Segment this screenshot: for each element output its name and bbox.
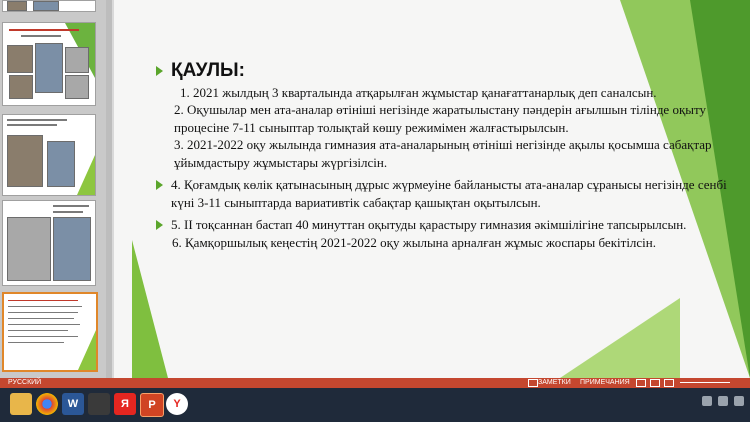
bullet-arrow-icon — [156, 180, 163, 190]
resolution-item-1: 1. 2021 жылдың 3 кварталында атқарылған жұмыстар қанағаттанарлық деп саналсын. — [180, 84, 657, 100]
slide-thumbnail-2[interactable] — [2, 22, 96, 106]
media-icon[interactable] — [88, 393, 110, 415]
reading-view-icon[interactable] — [664, 379, 674, 387]
slide-thumbnail-5-active[interactable] — [2, 292, 98, 372]
battery-icon[interactable] — [734, 396, 744, 406]
notes-icon — [528, 379, 538, 387]
bullet-arrow-icon — [156, 66, 163, 76]
resolution-item-2: 2. Оқушылар мен ата-аналар өтініші негізінде жаратылыстану пәндерін ағылшын тілінде оқыту процесіне 7-11 сыныптар толықтай көшу режимімен жалғастырылсын. — [174, 102, 707, 135]
comments-button[interactable]: ПРИМЕЧАНИЯ — [580, 379, 630, 386]
bottom-green-triangle-decoration — [560, 298, 680, 378]
slide-heading — [156, 62, 740, 80]
resolution-item-4: 4. Қоғамдық көлік қатынасының дұрыс жүрмеуіне байланысты ата-аналар сұранысы негізінде сенбі күні 3-11 сыныптарда вариативтік сабақтар қашықтан оқытылсын. — [171, 177, 727, 210]
resolution-row-4 — [150, 176, 740, 211]
network-icon[interactable] — [702, 396, 712, 406]
status-bar — [0, 378, 750, 388]
slide-thumbnail-pane[interactable] — [0, 0, 106, 378]
slide-text-box[interactable] — [150, 62, 740, 251]
slide-thumbnail-4[interactable] — [2, 200, 96, 286]
heading-text: ҚАУЛЫ: — [171, 60, 245, 81]
resolution-item-3: 3. 2021-2022 оқу жылында гимназия ата-аналарының өтініші негізінде ақылы қосымша сабақтар ұйымдастыру жұмыстары жүргізілсін. — [174, 137, 712, 170]
resolution-item-5: 5. II тоқсаннан бастап 40 минуттан оқытуды қарастыру гимназия әкімшілігіне тапсырылсын. — [171, 217, 687, 232]
powerpoint-icon[interactable]: P — [140, 393, 164, 417]
bullet-arrow-icon — [156, 220, 163, 230]
taskbar — [0, 388, 750, 422]
left-green-triangle-decoration — [132, 240, 168, 378]
normal-view-icon[interactable] — [636, 379, 646, 387]
pane-divider[interactable] — [106, 0, 112, 378]
resolution-row-5 — [150, 216, 740, 234]
resolution-item-6: 6. Қамқоршылық кеңестің 2021-2022 оқу жылына арналған жұмыс жоспары бекітілсін. — [172, 234, 657, 250]
yandex-browser-icon[interactable]: Y — [166, 393, 188, 415]
slide-thumbnail-3[interactable] — [2, 114, 96, 196]
zoom-slider[interactable] — [680, 382, 730, 383]
word-icon[interactable]: W — [62, 393, 84, 415]
notes-button[interactable]: ЗАМЕТКИ — [538, 379, 571, 386]
slide-canvas[interactable] — [114, 0, 750, 378]
yandex-icon[interactable]: Я — [114, 393, 136, 415]
slide-sorter-icon[interactable] — [650, 379, 660, 387]
volume-icon[interactable] — [718, 396, 728, 406]
folder-icon[interactable] — [10, 393, 32, 415]
slide-thumbnail-1[interactable] — [2, 0, 96, 12]
chrome-icon[interactable] — [36, 393, 58, 415]
language-indicator[interactable]: РУССКИЙ — [8, 379, 42, 386]
system-tray — [702, 396, 744, 406]
